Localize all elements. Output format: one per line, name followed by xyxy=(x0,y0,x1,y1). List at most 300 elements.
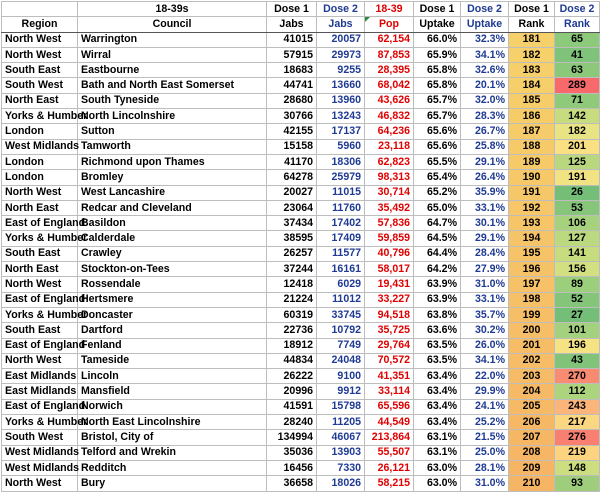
council-cell: Lincoln xyxy=(78,369,267,384)
dose1-rank-cell: 198 xyxy=(509,292,555,307)
dose1-jabs-cell: 57915 xyxy=(267,47,317,62)
dose2-jabs-cell: 11012 xyxy=(317,292,365,307)
dose1-jabs-cell: 26222 xyxy=(267,369,317,384)
region-cell: Yorks & Humber xyxy=(2,307,78,322)
dose2-jabs-cell: 18306 xyxy=(317,154,365,169)
council-uptake-table xyxy=(1,1,600,492)
dose1-jabs-cell: 23064 xyxy=(267,200,317,215)
council-cell: Rossendale xyxy=(78,277,267,292)
dose1-rank-cell: 209 xyxy=(509,460,555,475)
dose1-jabs-cell: 64278 xyxy=(267,170,317,185)
dose1-uptake-cell: 65.7% xyxy=(414,93,461,108)
region-cell: South East xyxy=(2,323,78,338)
dose1-rank-cell: 197 xyxy=(509,277,555,292)
dose2-jabs-cell: 24048 xyxy=(317,353,365,368)
dose1-rank-cell: 199 xyxy=(509,307,555,322)
dose1-uptake-cell: 63.4% xyxy=(414,399,461,414)
region-cell: North West xyxy=(2,277,78,292)
dose2-jabs-cell: 13660 xyxy=(317,78,365,93)
dose2-rank-cell: 53 xyxy=(555,200,600,215)
dose2-jabs-cell: 7749 xyxy=(317,338,365,353)
pop-cell: 33,227 xyxy=(365,292,414,307)
dose1-rank-cell: 186 xyxy=(509,109,555,124)
dose1-jabs-cell: 37434 xyxy=(267,216,317,231)
dose2-uptake-cell: 26.0% xyxy=(461,338,509,353)
dose2-uptake-cell: 35.9% xyxy=(461,185,509,200)
header-top-d1-jabs: Dose 1 xyxy=(267,2,317,17)
dose1-uptake-cell: 65.6% xyxy=(414,124,461,139)
dose2-rank-cell: 41 xyxy=(555,47,600,62)
council-cell: Warrington xyxy=(78,32,267,47)
dose1-jabs-cell: 16456 xyxy=(267,460,317,475)
pop-cell: 58,215 xyxy=(365,476,414,491)
council-cell: Hertsmere xyxy=(78,292,267,307)
council-cell: Doncaster xyxy=(78,307,267,322)
dose2-jabs-cell: 9912 xyxy=(317,384,365,399)
dose2-rank-cell: 27 xyxy=(555,307,600,322)
dose2-jabs-cell: 46067 xyxy=(317,430,365,445)
table-row xyxy=(2,139,600,154)
dose2-jabs-cell: 33745 xyxy=(317,307,365,322)
region-cell: West Midlands xyxy=(2,139,78,154)
dose2-jabs-cell: 25979 xyxy=(317,170,365,185)
dose2-rank-cell: 101 xyxy=(555,323,600,338)
dose1-uptake-cell: 63.4% xyxy=(414,384,461,399)
dose1-rank-cell: 190 xyxy=(509,170,555,185)
pop-cell: 62,154 xyxy=(365,32,414,47)
council-cell: Eastbourne xyxy=(78,63,267,78)
dose2-uptake-cell: 26.7% xyxy=(461,124,509,139)
pop-cell: 57,836 xyxy=(365,216,414,231)
dose2-rank-cell: 201 xyxy=(555,139,600,154)
pop-cell: 94,518 xyxy=(365,307,414,322)
council-cell: North East Lincolnshire xyxy=(78,415,267,430)
table-row xyxy=(2,185,600,200)
dose1-jabs-cell: 41015 xyxy=(267,32,317,47)
header-region: Region xyxy=(2,17,78,32)
table-row xyxy=(2,154,600,169)
council-cell: Mansfield xyxy=(78,384,267,399)
council-cell: North Lincolnshire xyxy=(78,109,267,124)
header-top-d1-rank: Dose 1 xyxy=(509,2,555,17)
dose2-jabs-cell: 11205 xyxy=(317,415,365,430)
table-row xyxy=(2,78,600,93)
council-cell: Tamworth xyxy=(78,139,267,154)
dose2-rank-cell: 270 xyxy=(555,369,600,384)
table-row xyxy=(2,93,600,108)
dose1-uptake-cell: 63.0% xyxy=(414,460,461,475)
dose1-jabs-cell: 26257 xyxy=(267,246,317,261)
dose2-uptake-cell: 33.1% xyxy=(461,292,509,307)
cell-flag-icon xyxy=(365,17,370,22)
dose2-jabs-cell: 6029 xyxy=(317,277,365,292)
pop-cell: 44,549 xyxy=(365,415,414,430)
pop-cell: 41,351 xyxy=(365,369,414,384)
dose2-uptake-cell: 35.7% xyxy=(461,307,509,322)
dose1-jabs-cell: 35036 xyxy=(267,445,317,460)
dose2-uptake-cell: 28.3% xyxy=(461,109,509,124)
table-row xyxy=(2,369,600,384)
table-row xyxy=(2,415,600,430)
pop-cell: 35,725 xyxy=(365,323,414,338)
dose2-rank-cell: 93 xyxy=(555,476,600,491)
council-cell: Telford and Wrekin xyxy=(78,445,267,460)
header-top-d1-uptake: Dose 1 xyxy=(414,2,461,17)
dose2-jabs-cell: 20057 xyxy=(317,32,365,47)
council-cell: Calderdale xyxy=(78,231,267,246)
dose1-jabs-cell: 42155 xyxy=(267,124,317,139)
dose1-rank-cell: 182 xyxy=(509,47,555,62)
pop-cell: 59,859 xyxy=(365,231,414,246)
dose1-jabs-cell: 41591 xyxy=(267,399,317,414)
region-cell: London xyxy=(2,154,78,169)
council-cell: Richmond upon Thames xyxy=(78,154,267,169)
dose1-jabs-cell: 44741 xyxy=(267,78,317,93)
dose1-jabs-cell: 12418 xyxy=(267,277,317,292)
region-cell: North West xyxy=(2,476,78,491)
region-cell: North West xyxy=(2,32,78,47)
region-cell: North West xyxy=(2,47,78,62)
region-cell: East of England xyxy=(2,216,78,231)
pop-cell: 33,114 xyxy=(365,384,414,399)
table-row xyxy=(2,307,600,322)
dose1-uptake-cell: 63.4% xyxy=(414,415,461,430)
dose2-uptake-cell: 29.1% xyxy=(461,154,509,169)
dose1-jabs-cell: 22736 xyxy=(267,323,317,338)
dose2-rank-cell: 156 xyxy=(555,262,600,277)
table-row xyxy=(2,338,600,353)
dose2-rank-cell: 65 xyxy=(555,32,600,47)
dose2-rank-cell: 148 xyxy=(555,460,600,475)
council-cell: Bristol, City of xyxy=(78,430,267,445)
header-pop xyxy=(365,17,414,32)
pop-cell: 46,832 xyxy=(365,109,414,124)
council-cell: Sutton xyxy=(78,124,267,139)
region-cell: East of England xyxy=(2,338,78,353)
council-cell: Tameside xyxy=(78,353,267,368)
dose2-jabs-cell: 11015 xyxy=(317,185,365,200)
dose2-rank-cell: 142 xyxy=(555,109,600,124)
pop-cell: 87,853 xyxy=(365,47,414,62)
pop-cell: 26,121 xyxy=(365,460,414,475)
dose1-rank-cell: 194 xyxy=(509,231,555,246)
dose2-uptake-cell: 32.6% xyxy=(461,63,509,78)
table-row xyxy=(2,124,600,139)
region-cell: East Midlands xyxy=(2,369,78,384)
dose2-rank-cell: 125 xyxy=(555,154,600,169)
dose2-jabs-cell: 11577 xyxy=(317,246,365,261)
dose2-rank-cell: 141 xyxy=(555,246,600,261)
dose2-uptake-cell: 30.2% xyxy=(461,323,509,338)
dose1-jabs-cell: 44834 xyxy=(267,353,317,368)
table-row xyxy=(2,32,600,47)
dose1-jabs-cell: 36658 xyxy=(267,476,317,491)
table-row xyxy=(2,430,600,445)
pop-cell: 58,017 xyxy=(365,262,414,277)
region-cell: North East xyxy=(2,200,78,215)
dose2-rank-cell: 196 xyxy=(555,338,600,353)
dose1-rank-cell: 201 xyxy=(509,338,555,353)
region-cell: West Midlands xyxy=(2,445,78,460)
dose1-rank-cell: 191 xyxy=(509,185,555,200)
region-cell: South East xyxy=(2,63,78,78)
dose1-jabs-cell: 20996 xyxy=(267,384,317,399)
dose1-uptake-cell: 64.5% xyxy=(414,231,461,246)
dose2-uptake-cell: 30.1% xyxy=(461,216,509,231)
dose1-rank-cell: 187 xyxy=(509,124,555,139)
region-cell: East of England xyxy=(2,292,78,307)
dose1-uptake-cell: 63.9% xyxy=(414,292,461,307)
pop-cell: 65,596 xyxy=(365,399,414,414)
dose1-uptake-cell: 65.9% xyxy=(414,47,461,62)
pop-cell: 68,042 xyxy=(365,78,414,93)
dose2-uptake-cell: 25.2% xyxy=(461,415,509,430)
dose2-rank-cell: 191 xyxy=(555,170,600,185)
dose1-uptake-cell: 63.5% xyxy=(414,338,461,353)
pop-cell: 70,572 xyxy=(365,353,414,368)
pop-cell: 40,796 xyxy=(365,246,414,261)
header-d1-jabs: Jabs xyxy=(267,17,317,32)
dose1-rank-cell: 200 xyxy=(509,323,555,338)
header-council: Council xyxy=(78,17,267,32)
region-cell: East Midlands xyxy=(2,384,78,399)
table-row xyxy=(2,262,600,277)
dose2-uptake-cell: 22.0% xyxy=(461,369,509,384)
table-row xyxy=(2,445,600,460)
dose1-rank-cell: 183 xyxy=(509,63,555,78)
dose1-rank-cell: 202 xyxy=(509,353,555,368)
council-cell: Bury xyxy=(78,476,267,491)
dose1-jabs-cell: 37244 xyxy=(267,262,317,277)
dose2-uptake-cell: 25.8% xyxy=(461,139,509,154)
dose1-rank-cell: 188 xyxy=(509,139,555,154)
council-cell: West Lancashire xyxy=(78,185,267,200)
region-cell: Yorks & Humber xyxy=(2,231,78,246)
table-row xyxy=(2,246,600,261)
dose2-rank-cell: 52 xyxy=(555,292,600,307)
pop-cell: 29,764 xyxy=(365,338,414,353)
table-row xyxy=(2,323,600,338)
dose1-rank-cell: 203 xyxy=(509,369,555,384)
dose2-jabs-cell: 17409 xyxy=(317,231,365,246)
dose2-jabs-cell: 10792 xyxy=(317,323,365,338)
dose1-jabs-cell: 18912 xyxy=(267,338,317,353)
dose1-jabs-cell: 28240 xyxy=(267,415,317,430)
table-row xyxy=(2,109,600,124)
dose2-uptake-cell: 20.1% xyxy=(461,78,509,93)
dose2-jabs-cell: 13243 xyxy=(317,109,365,124)
dose1-rank-cell: 185 xyxy=(509,93,555,108)
dose2-uptake-cell: 34.1% xyxy=(461,353,509,368)
table-row xyxy=(2,200,600,215)
dose1-jabs-cell: 21224 xyxy=(267,292,317,307)
dose2-jabs-cell: 17137 xyxy=(317,124,365,139)
council-cell: Norwich xyxy=(78,399,267,414)
dose1-rank-cell: 195 xyxy=(509,246,555,261)
council-cell: Redditch xyxy=(78,460,267,475)
table-row xyxy=(2,277,600,292)
dose1-uptake-cell: 65.6% xyxy=(414,139,461,154)
council-cell: Stockton-on-Tees xyxy=(78,262,267,277)
dose1-rank-cell: 210 xyxy=(509,476,555,491)
dose1-jabs-cell: 28680 xyxy=(267,93,317,108)
dose1-rank-cell: 193 xyxy=(509,216,555,231)
dose1-uptake-cell: 65.5% xyxy=(414,154,461,169)
dose1-jabs-cell: 60319 xyxy=(267,307,317,322)
dose1-rank-cell: 181 xyxy=(509,32,555,47)
dose2-rank-cell: 217 xyxy=(555,415,600,430)
dose1-uptake-cell: 63.1% xyxy=(414,445,461,460)
dose2-jabs-cell: 13903 xyxy=(317,445,365,460)
pop-cell: 23,118 xyxy=(365,139,414,154)
dose1-uptake-cell: 63.5% xyxy=(414,353,461,368)
council-cell: South Tyneside xyxy=(78,93,267,108)
region-cell: East of England xyxy=(2,399,78,414)
dose1-rank-cell: 192 xyxy=(509,200,555,215)
table-row xyxy=(2,216,600,231)
dose2-rank-cell: 243 xyxy=(555,399,600,414)
dose2-uptake-cell: 29.9% xyxy=(461,384,509,399)
region-cell: Yorks & Humber xyxy=(2,415,78,430)
table-row xyxy=(2,384,600,399)
dose2-uptake-cell: 29.1% xyxy=(461,231,509,246)
header-pop-label: Pop xyxy=(378,17,399,30)
pop-cell: 213,864 xyxy=(365,430,414,445)
dose1-jabs-cell: 41170 xyxy=(267,154,317,169)
dose2-rank-cell: 26 xyxy=(555,185,600,200)
pop-cell: 43,626 xyxy=(365,93,414,108)
region-cell: London xyxy=(2,124,78,139)
dose2-jabs-cell: 17402 xyxy=(317,216,365,231)
header-top-d2-jabs: Dose 2 xyxy=(317,2,365,17)
dose1-jabs-cell: 38595 xyxy=(267,231,317,246)
dose2-uptake-cell: 32.0% xyxy=(461,93,509,108)
council-cell: Dartford xyxy=(78,323,267,338)
table-row xyxy=(2,231,600,246)
region-cell: North East xyxy=(2,93,78,108)
dose2-uptake-cell: 34.1% xyxy=(461,47,509,62)
dose1-jabs-cell: 15158 xyxy=(267,139,317,154)
dose2-jabs-cell: 5960 xyxy=(317,139,365,154)
council-cell: Crawley xyxy=(78,246,267,261)
council-cell: Fenland xyxy=(78,338,267,353)
dose2-uptake-cell: 28.1% xyxy=(461,460,509,475)
region-cell: South West xyxy=(2,430,78,445)
dose2-jabs-cell: 7330 xyxy=(317,460,365,475)
dose2-rank-cell: 289 xyxy=(555,78,600,93)
dose2-rank-cell: 127 xyxy=(555,231,600,246)
dose2-rank-cell: 112 xyxy=(555,384,600,399)
dose2-uptake-cell: 25.0% xyxy=(461,445,509,460)
dose1-uptake-cell: 63.0% xyxy=(414,476,461,491)
dose2-rank-cell: 71 xyxy=(555,93,600,108)
dose1-uptake-cell: 63.9% xyxy=(414,277,461,292)
dose2-jabs-cell: 15798 xyxy=(317,399,365,414)
dose1-rank-cell: 189 xyxy=(509,154,555,169)
pop-cell: 19,431 xyxy=(365,277,414,292)
header-top-d2-rank: Dose 2 xyxy=(555,2,600,17)
dose2-rank-cell: 219 xyxy=(555,445,600,460)
pop-cell: 30,714 xyxy=(365,185,414,200)
dose1-uptake-cell: 65.8% xyxy=(414,63,461,78)
dose1-rank-cell: 206 xyxy=(509,415,555,430)
table-row xyxy=(2,170,600,185)
region-cell: West Midlands xyxy=(2,460,78,475)
header-row-bottom xyxy=(2,17,600,32)
dose1-jabs-cell: 30766 xyxy=(267,109,317,124)
table-row xyxy=(2,47,600,62)
table-row xyxy=(2,399,600,414)
council-cell: Wirral xyxy=(78,47,267,62)
dose1-uptake-cell: 65.8% xyxy=(414,78,461,93)
dose2-jabs-cell: 9100 xyxy=(317,369,365,384)
header-d1-uptake: Uptake xyxy=(414,17,461,32)
dose1-uptake-cell: 65.0% xyxy=(414,200,461,215)
council-cell: Basildon xyxy=(78,216,267,231)
dose1-uptake-cell: 66.0% xyxy=(414,32,461,47)
pop-cell: 55,507 xyxy=(365,445,414,460)
council-cell: Redcar and Cleveland xyxy=(78,200,267,215)
dose2-jabs-cell: 11760 xyxy=(317,200,365,215)
header-d2-jabs: Jabs xyxy=(317,17,365,32)
header-top-region xyxy=(2,2,78,17)
dose2-uptake-cell: 33.1% xyxy=(461,200,509,215)
dose2-uptake-cell: 21.5% xyxy=(461,430,509,445)
dose1-rank-cell: 207 xyxy=(509,430,555,445)
header-row-top xyxy=(2,2,600,17)
dose1-rank-cell: 196 xyxy=(509,262,555,277)
header-top-d2-uptake: Dose 2 xyxy=(461,2,509,17)
header-d2-rank: Rank xyxy=(555,17,600,32)
dose2-rank-cell: 89 xyxy=(555,277,600,292)
header-top-pop: 18-39 xyxy=(365,2,414,17)
pop-cell: 28,395 xyxy=(365,63,414,78)
pop-cell: 35,492 xyxy=(365,200,414,215)
council-cell: Bromley xyxy=(78,170,267,185)
dose2-rank-cell: 182 xyxy=(555,124,600,139)
dose1-uptake-cell: 63.8% xyxy=(414,307,461,322)
dose2-uptake-cell: 26.4% xyxy=(461,170,509,185)
dose2-rank-cell: 43 xyxy=(555,353,600,368)
header-top-council: 18-39s xyxy=(78,2,267,17)
dose1-jabs-cell: 20027 xyxy=(267,185,317,200)
region-cell: Yorks & Humber xyxy=(2,109,78,124)
table-row xyxy=(2,476,600,491)
dose1-uptake-cell: 65.4% xyxy=(414,170,461,185)
pop-cell: 64,236 xyxy=(365,124,414,139)
dose2-jabs-cell: 9255 xyxy=(317,63,365,78)
dose1-rank-cell: 184 xyxy=(509,78,555,93)
dose1-uptake-cell: 63.4% xyxy=(414,369,461,384)
dose2-jabs-cell: 29973 xyxy=(317,47,365,62)
dose2-uptake-cell: 28.4% xyxy=(461,246,509,261)
pop-cell: 62,823 xyxy=(365,154,414,169)
dose1-rank-cell: 204 xyxy=(509,384,555,399)
header-d2-uptake: Uptake xyxy=(461,17,509,32)
dose1-uptake-cell: 64.2% xyxy=(414,262,461,277)
dose2-uptake-cell: 27.9% xyxy=(461,262,509,277)
region-cell: North West xyxy=(2,185,78,200)
dose2-jabs-cell: 16161 xyxy=(317,262,365,277)
dose1-rank-cell: 208 xyxy=(509,445,555,460)
dose2-uptake-cell: 24.1% xyxy=(461,399,509,414)
council-cell: Bath and North East Somerset xyxy=(78,78,267,93)
dose2-jabs-cell: 18026 xyxy=(317,476,365,491)
dose1-uptake-cell: 65.7% xyxy=(414,109,461,124)
region-cell: South West xyxy=(2,78,78,93)
table-row xyxy=(2,292,600,307)
pop-cell: 98,313 xyxy=(365,170,414,185)
